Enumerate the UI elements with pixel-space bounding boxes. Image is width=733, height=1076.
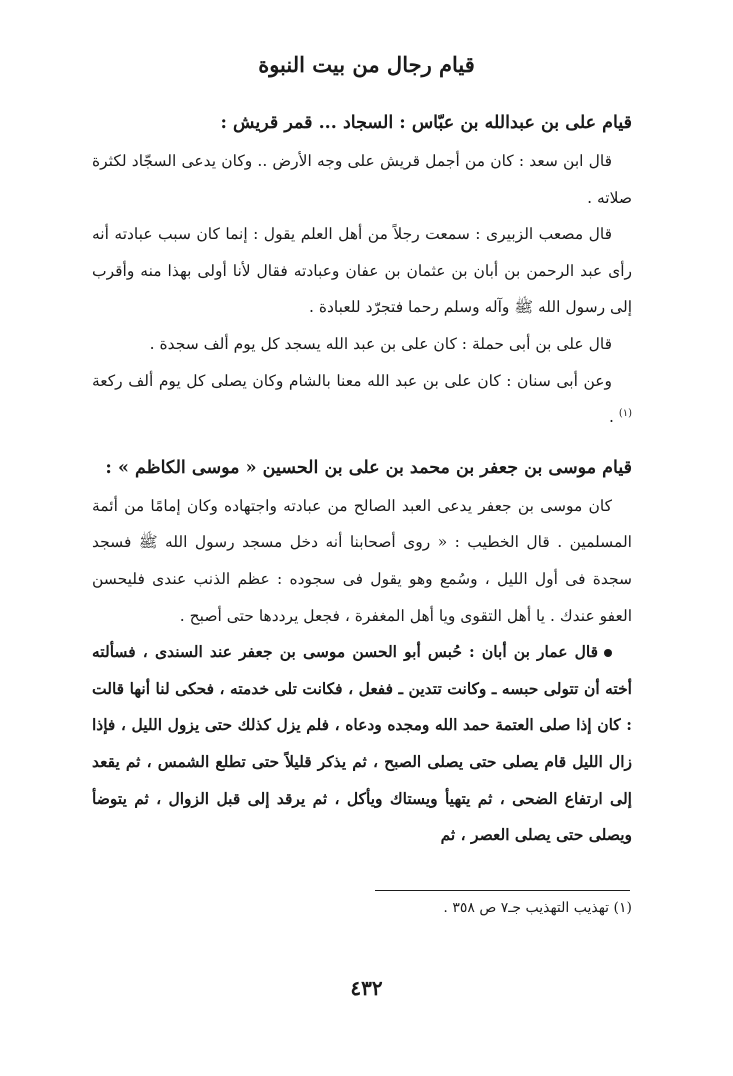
page-body [92, 105, 632, 854]
bullet-paragraph [92, 634, 632, 854]
page-number: ٤٣٢ [350, 976, 383, 1000]
bullet-paragraph-text: قال عمار بن أبان : حُبس أبو الحسن موسى بن جعفر عند السندى ، فسألته أخته أن تتولى حبسه ـ وكانت تتدين ـ ففعل ، فكانت تلى خدمته ، فحكى لنا أنها قالت : كان إذا صلى العتمة حمد الله ومجده ودعاه ، فلم يزل كذلك حتى يزول الليل ، فإذا زال الليل قام يصلى حتى يصلى الصبح ، ثم يذكر قليلاً حتى تطلع الشمس ، ثم يقعد إلى ارتفاع الضحى ، ثم يتهيأ ويستاك ويأكل ، ثم يرقد إلى قبل الزوال ، ثم يتوضأ ويصلى حتى يصلى العصر ، ثم [92, 642, 632, 845]
footnote: (١) تهذيب التهذيب جـ٧ ص ٣٥٨ . [443, 900, 632, 916]
footnote-divider [375, 890, 630, 891]
paragraph: كان موسى بن جعفر يدعى العبد الصالح من عبادته واجتهاده وكان إمامًا من أئمة المسلمين . قال الخطيب : « روى أصحابنا أنه دخل مسجد رسول الله ﷺ فسجد سجدة فى أول الليل ، وسُمع وهو يقول فى سجوده : عظم الذنب عندى فليحسن العفو عندك . يا أهل التقوى ويا أهل المغفرة ، فجعل يرددها حتى أصبح . [92, 496, 632, 625]
section-spacer [92, 436, 632, 450]
paragraph-text: وعن أبى سنان : كان على بن عبد الله معنا بالشام وكان يصلى كل يوم ألف ركعة [92, 371, 612, 390]
paragraph: وعن أبى سنان : كان على بن عبد الله معنا بالشام وكان يصلى كل يوم ألف ركعة $^{(١)}$ . [92, 371, 632, 427]
paragraph: قال على بن أبى حملة : كان على بن عبد الله يسجد كل يوم ألف سجدة . [149, 334, 612, 353]
page-title: قيام رجال من بيت النبوة [258, 52, 475, 77]
section-heading-musa-al-kazim: قيام موسى بن جعفر بن محمد بن على بن الحسين « موسى الكاظم » : [105, 457, 632, 478]
section-heading-ali-bin-abdullah: قيام على بن عبدالله بن عبّاس : السجاد ... قمر قريش : [220, 113, 632, 133]
paragraph: قال ابن سعد : كان من أجمل قريش على وجه الأرض .. وكان يدعى السجّاد لكثرة صلاته . [92, 152, 632, 207]
bullet-icon [604, 649, 612, 657]
footnote-marker: (١) [618, 408, 632, 419]
paragraph: قال مصعب الزبيرى : سمعت رجلاً من أهل العلم يقول : إنما كان سبب عبادته أنه رأى عبد الرحمن بن أبان بن عثمان بن عفان وعبادته فقال لأنا أولى بهذا منه وأقرب إلى رسول الله ﷺ وآله وسلم رحما فتجرّد للعبادة . [92, 225, 632, 317]
